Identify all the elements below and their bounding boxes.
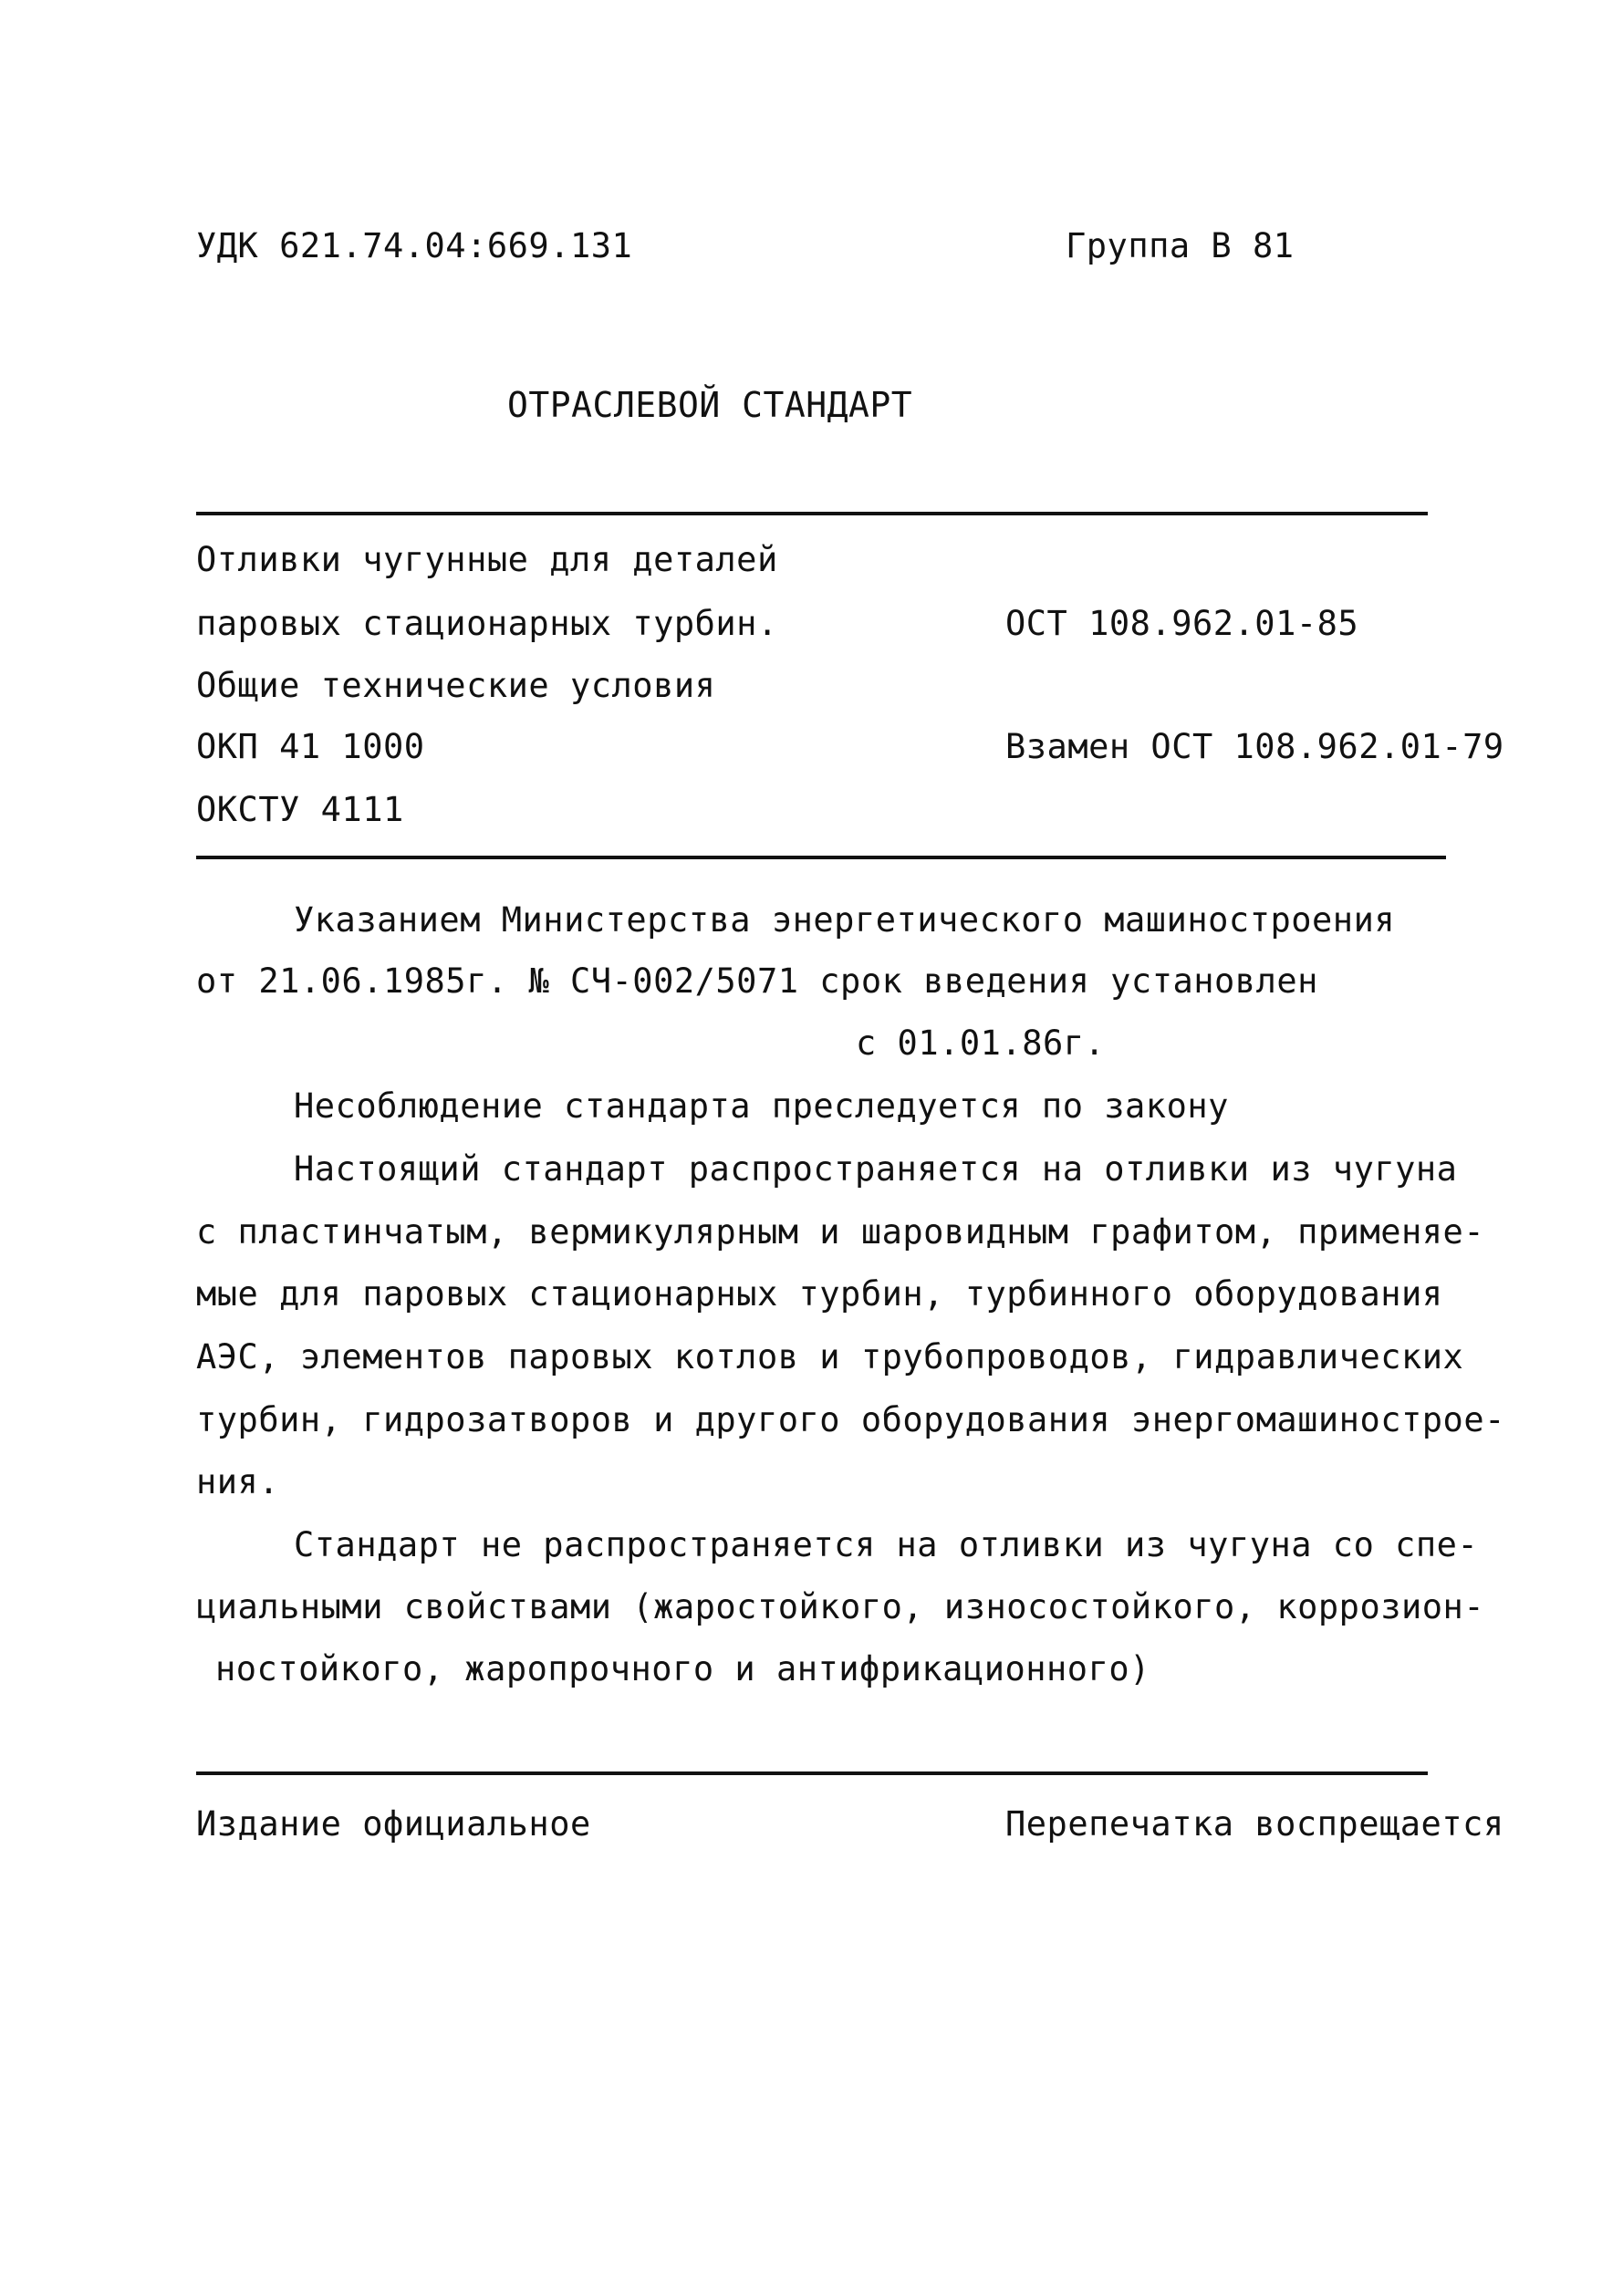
udk-code: УДК 621.74.04:669.131 [196,226,633,265]
scope-line: мые для паровых стационарных турбин, турбинного оборудования [196,1274,1443,1314]
title-line: Общие технические условия [196,666,716,705]
standard-type-heading: ОТРАСЛЕВОЙ СТАНДАРТ [507,385,913,425]
exclusion-line: Стандарт не распространяется на отливки из чугуна со спе- [294,1525,1479,1564]
decree-line: от 21.06.1985г. № СЧ-002/5071 срок введения установлен [196,961,1318,1001]
scope-line: турбин, гидрозатворов и другого оборудования энергомашинострое- [196,1400,1505,1439]
okp-code: ОКП 41 1000 [196,727,425,766]
exclusion-line: ностойкого, жаропрочного и антифрикационного) [215,1649,1150,1688]
law-notice: Несоблюдение стандарта преследуется по закону [294,1086,1229,1126]
reprint-note: Перепечатка воспрещается [1005,1804,1504,1844]
effective-date: с 01.01.86г. [856,1023,1106,1063]
title-divider [196,856,1446,859]
group-code: Группа В 81 [1066,226,1295,265]
standard-designation: ОСТ 108.962.01-85 [1005,604,1359,643]
top-divider [196,512,1428,515]
okstu-code: ОКСТУ 4111 [196,790,404,829]
scope-line: АЭС, элементов паровых котлов и трубопроводов, гидравлических [196,1337,1464,1377]
edition-note: Издание официальное [196,1804,591,1844]
exclusion-line: циальными свойствами (жаростойкого, износостойкого, коррозион- [196,1587,1485,1626]
scope-line: ния. [196,1462,280,1501]
replaces-standard: Взамен ОСТ 108.962.01-79 [1005,727,1504,766]
title-line: Отливки чугунные для деталей [196,540,778,579]
scope-line: с пластинчатым, вермикулярным и шаровидным графитом, применяе- [196,1212,1485,1252]
footer-divider [196,1771,1428,1775]
title-line: паровых стационарных турбин. [196,604,778,643]
scope-line: Настоящий стандарт распространяется на отливки из чугуна [294,1149,1458,1189]
decree-line: Указанием Министерства энергетического машиностроения [294,900,1396,940]
